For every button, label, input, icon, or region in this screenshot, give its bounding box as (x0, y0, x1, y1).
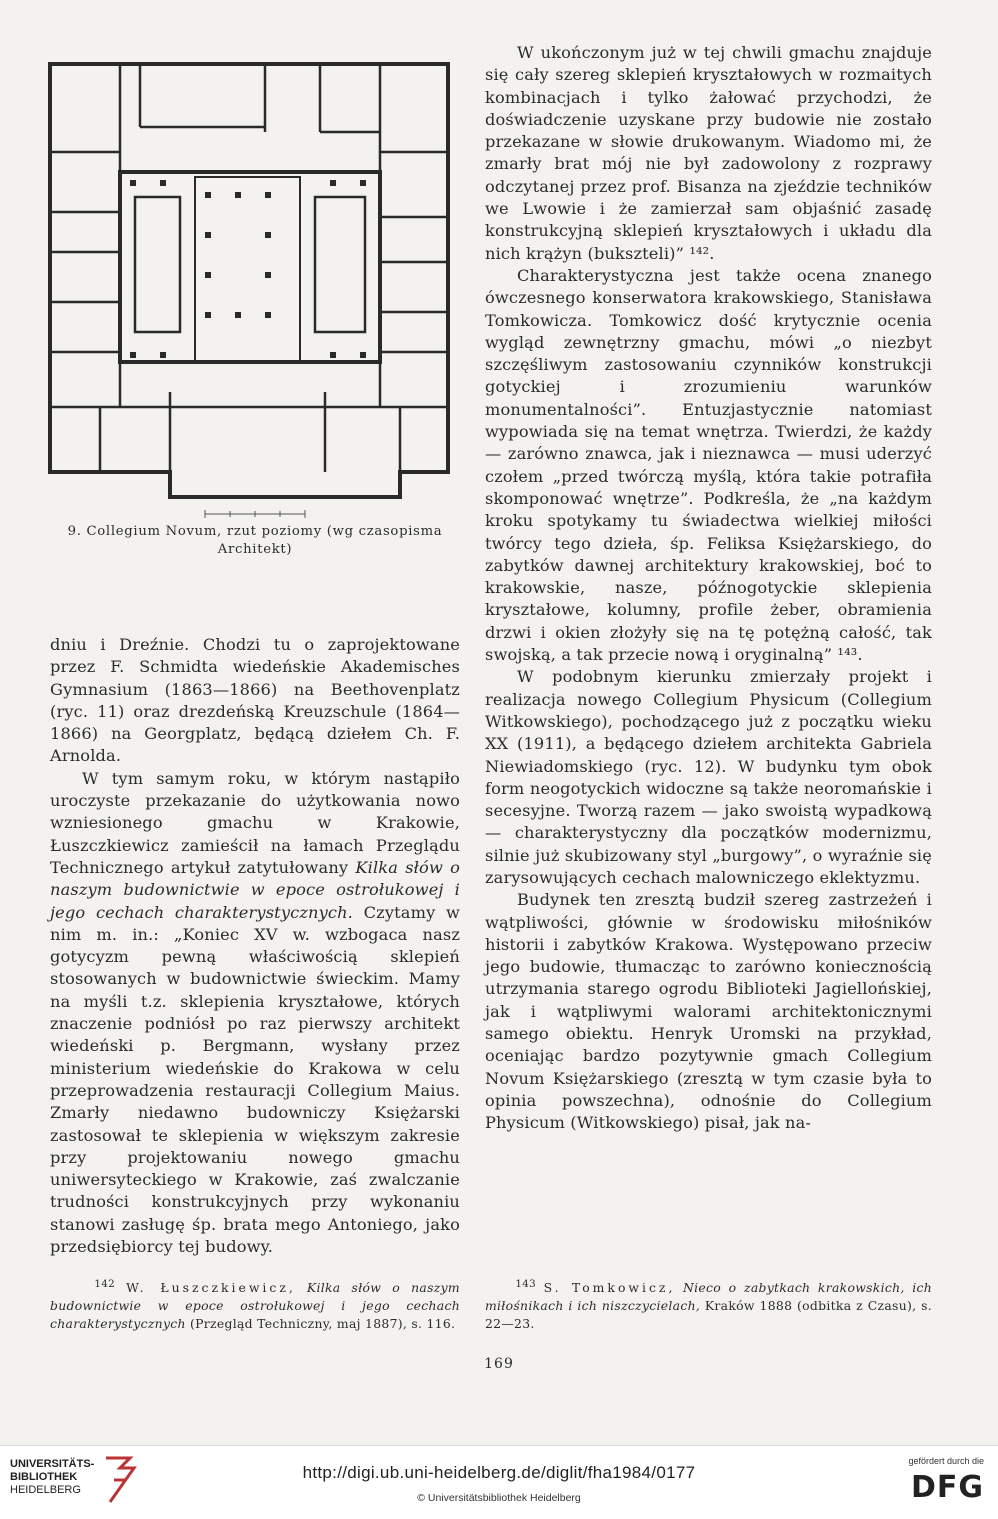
left-column (50, 634, 460, 1258)
left-paragraph-2 (50, 768, 460, 1259)
library-name-line1: UNIVERSITÄTS- (10, 1458, 95, 1470)
right-paragraph-2: Charakterystyczna jest także ocena znanego ówczesnego konserwatora krakowskiego, Stanisława Tomkowicza. Tomkowicz dość krytycznie ocenia wygląd zewnętrzny gmachu, mówi „o niezbyt szczęśliwym zastosowaniu czynników konstrukcji gotyckiej i zrozumieniu warunków monumentalności”. Entuzjastycznie natomiast wypowiada się na temat wnętrza. Twierdzi, że każdy — zarówno znawca, jak i nieznawca — musi uderzyć czołem „przed twórczą myślą, która takie potrafiła skomponować wnętrze”. Podkreśla, że „na każdym kroku spotykamy tu świadectwa wielkiej miłości twórcy tego dzieła, śp. Feliksa Księżarskiego, do zabytków dawnej architektury krakowskiej, boć to krakowskie, nasze, późnogotyckie sklepienia kryształowe, kolumny, profile żeber, obramienia drzwi i okien złożyły się na tę potężną całość, tak swojską, a tak przecie nową i oryginalną” ¹⁴³. (485, 265, 932, 665)
left-paragraph-2-text: W tym samym roku, w którym nastąpiło uroczyste przekazanie do użytkowania nowo wzniesionego gmachu w Krakowie, Łuszczkiewicz zamieścił na łamach Przeglądu Technicznego artykuł zatytułowany (50, 768, 460, 877)
left-paragraph-2-cont: Czytamy w nim m. in.: „Koniec XV w. wzbogaca nasz gotycyzm pewną właściwością sklepień stosowanych w budownictwie świeckim. Mamy na myśli t.z. sklepienia kryształowe, których znaczenie podniósł po raz pierwszy architekt wiedeński p. Bergmann, wysłany przez ministerium wiedeńskie do Krakowa w celu przeprowadzenia restauracji Collegium Maius. Zmarły niedawno budowniczy Księżarski zastosował te sklepienia w większym zakresie przy projektowaniu nowego gmachu uniwersyteckiego w Krakowie, zaś zwalczanie trudności konstrukcyjnych przy wykonaniu stanowi zasługę śp. brata mego Antoniego, jako przedsiębiorcy tej budowy. (50, 902, 461, 1257)
library-name-line2: BIBLIOTHEK (10, 1471, 78, 1483)
dfg-logo: DFG (910, 1470, 984, 1505)
library-footer (0, 1445, 998, 1519)
figure-caption: 9. Collegium Novum, rzut poziomy (wg czasopisma Architekt) (67, 524, 443, 557)
page-number: 169 (484, 1356, 514, 1372)
left-paragraph-1: dniu i Dreźnie. Chodzi tu o zaprojektowane przez F. Schmidta wiedeńskie Akademisches Gymnasium (1863—1866) na Beethovenplatz (ryc. 11) oraz drezdeńską Kreuzschule (1864—1866) na Georgplatz, będącą dziełem Ch. F. Arnolda. (50, 635, 460, 766)
footnote-142-rest: (Przegląd Techniczny, maj 1887), s. 116. (190, 1316, 456, 1332)
library-name-line3: HEIDELBERG (10, 1484, 81, 1496)
right-paragraph-3: W podobnym kierunku zmierzały projekt i realizacja nowego Collegium Physicum (Collegium Witkowskiego), pochodzącego już z początku wieku XX (1911), a będącego dziełem architekta Gabriela Niewiadomskiego (ryc. 12). W budynku tym obok form neogotyckich widoczne są także neoromańskie i secesyjne. Tworzą razem — jako swoistą wypadkową — charakterystyczny dla początków modernizmu, silnie już skubizowany styl „burgowy”, o wyraźnie się zarysowujących cechach malowniczego eklektyzmu. (485, 667, 932, 887)
footnote-143 (485, 1275, 932, 1333)
funding-note: gefördert durch die (908, 1456, 984, 1466)
permalink-url[interactable]: http://digi.ub.uni-heidelberg.de/diglit/fha1984/0177 (302, 1463, 696, 1482)
right-column (485, 42, 932, 1135)
footnote-143-author: S. Tomkowicz, (543, 1280, 676, 1296)
footnote-143-title: Nieco o zabytkach krakowskich, ich miłośnikach i ich niszczycielach, (485, 1280, 932, 1314)
footnote-142-author: W. Łuszczkiewicz, (126, 1280, 296, 1296)
right-paragraph-1: W ukończonym już w tej chwili gmachu znajduje się cały szereg sklepień kryształowych w rozmaitych kombinacjach i tylko żałować przychodzi, że doświadczenie uzyskane przy budowie nie zostało przekazane w słowie drukowanym. Wiadomo mi, że zmarły brat mój nie był zadowolony z rozprawy odczytanej przez prof. Bisanza na zjeździe techników we Lwowie i że zamierzał sam objaśnić zasadę konstrukcyjną sklepień kryształowych i układu dla nich krążyn (bukszteli)” ¹⁴². (485, 43, 932, 263)
floor-plan-drawing (40, 52, 460, 522)
floor-plan-figure (40, 52, 460, 522)
footnote-142 (50, 1275, 460, 1333)
footnote-143-number: 143 (515, 1278, 537, 1290)
article-title: Kilka słów o naszym budownictwie w epoce ostrołukowej i jego cechach charakterystycznych. (50, 857, 461, 922)
right-paragraph-4: Budynek ten zresztą budził szereg zastrzeżeń i wątpliwości, głównie w środowisku miłośników historii i zabytków Krakowa. Występowano przeciw jego budowie, tłumacząc to zarówno koniecznością utrzymania starego ogrodu Biblioteki Jagiellońskiej, jak i wątpliwymi walorami architektonicznymi samego obiektu. Henryk Uromski na przykład, oceniając bardzo pozytywnie gmach Collegium Novum Księżarskiego (zresztą w tym czasie była to opinia powszechna), odnośnie do Collegium Physicum (Witkowskiego) pisał, jak na- (485, 890, 932, 1133)
footnote-142-title: Kilka słów o naszym budownictwie w epoce ostrołukowej i jego cechach charakterystycznych (50, 1280, 460, 1332)
footnote-142-number: 142 (94, 1278, 115, 1290)
copyright-notice: © Universitätsbibliothek Heidelberg (417, 1492, 581, 1504)
footnote-143-rest: Kraków 1888 (odbitka z Czasu), s. 22—23. (485, 1298, 932, 1332)
